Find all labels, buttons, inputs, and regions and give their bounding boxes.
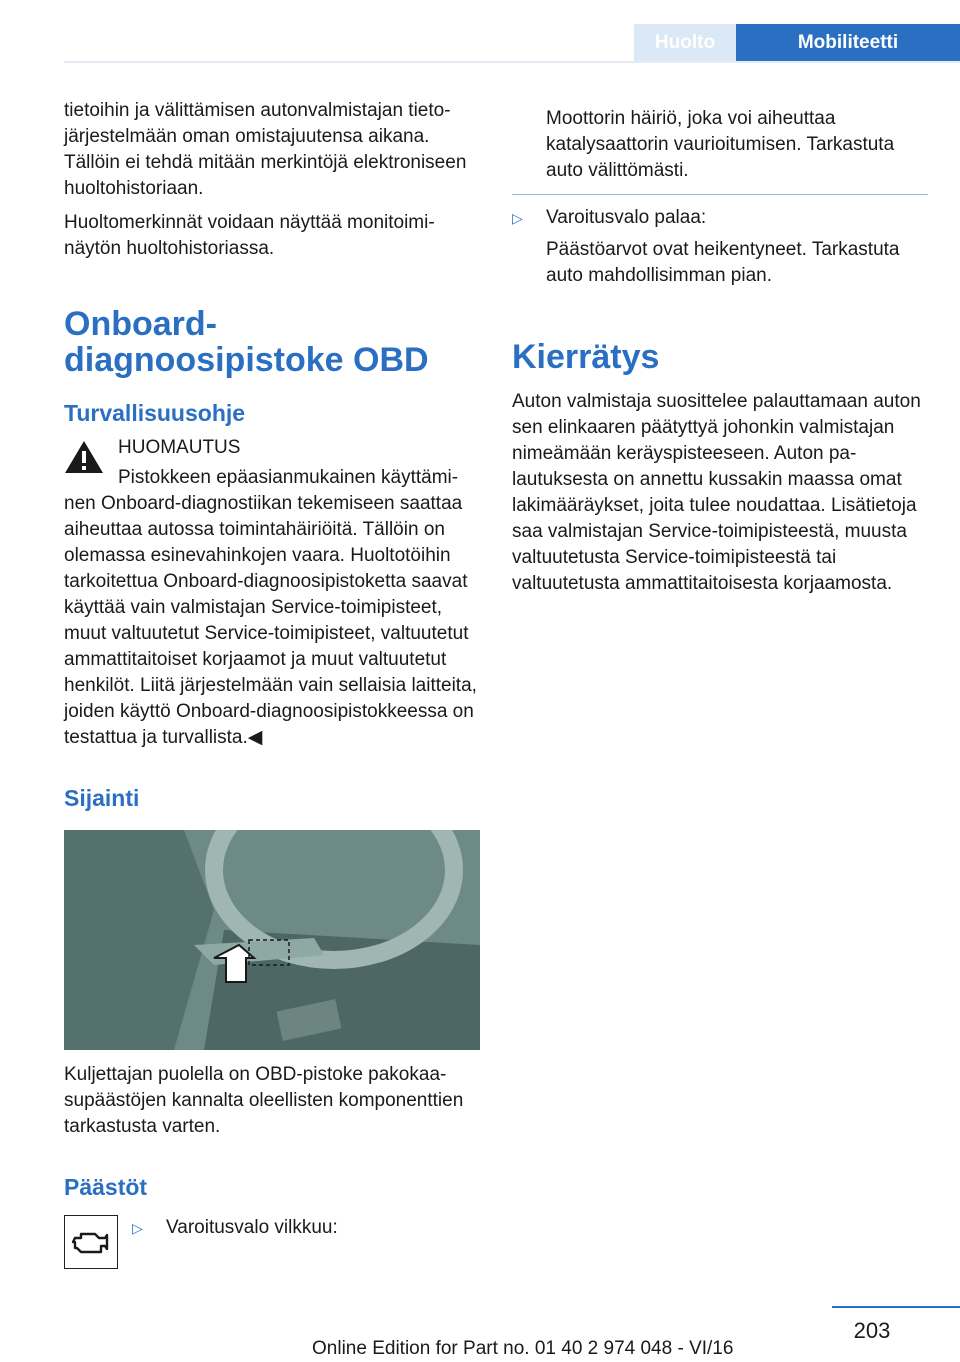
warning-text: Pistokkeen epäasianmukainen käyttäminen Onboard-diagnostiikan tekemiseen saattaa aiheuttaa autossa toimintahäiriöitä. Tällöin on olemassa esinevahinkojen vaara. Huoltotöihin tarkoitettua Onboard-diagnoosipistoketta saavat käyttää vain valmistajan Service-toimipisteet, muut valtuutetut Service-toimipisteet, valtuutetut ammattitaitoiset korjaamot ja muut valtuutetut henkilöt. Liitä järjestelmään vain sellaisia laitteita, joiden käyttö Onboard-diagnoosipistokkeessa on testattua ja turvallista.◀ [64,467,477,748]
bullet-divider [512,194,928,195]
obd-photo-illustration [64,830,480,1050]
subheading-emissions: Päästöt [64,1174,148,1200]
tab-huolto[interactable]: Huolto [634,24,736,62]
header-rule [64,61,960,63]
header-tabs [634,24,960,62]
footer-rule [832,1306,960,1308]
warning-block [64,435,480,751]
obd-location-photo [64,830,480,1050]
online-edition-note: Online Edition for Part no. 01 40 2 974 048 - VI/16 [312,1338,734,1359]
subheading-location: Sijainti [64,785,140,811]
right-column [512,106,928,605]
bullet-2-detail: Päästöarvot ovat heikentyneet. Tarkastuta auto mahdollisimman pian. [546,239,900,286]
engine-warning-icon [64,1215,118,1269]
intro-paragraph-2: Huoltomerkinnät voidaan näyttää monitoiminäytön huoltohistoriassa. [64,212,435,259]
bullet-1-continuation: Moottorin häiriö, joka voi aiheuttaa katalysaattorin vaurioitumisen. Tarkastuta auto välittömästi. [546,108,895,181]
warning-label: HUOMAUTUS [118,437,241,458]
tab-mobiliteetti[interactable]: Mobiliteetti [736,24,960,62]
intro-paragraph-1: tietoihin ja välittämisen autonvalmistajan tietojärjestelmään oman omistajuutensa aikana. Tällöin ei tehdä mitään merkintöjä elektroniseen huoltohistoriaan. [64,100,467,199]
emission-bullet-2 [512,205,928,231]
section-title-recycling: Kierrätys [512,338,660,376]
bullet-triangle-icon: ▷ [132,1220,143,1236]
emissions-row [64,1215,480,1275]
page-number: 203 [853,1318,891,1343]
bullet-1-text: Varoitusvalo vilkkuu: [166,1217,338,1238]
location-text: Kuljettajan puolella on OBD-pistoke pakokaasupäästöjen kannalta oleellisten komponenttien tarkastusta varten. [64,1064,464,1137]
recycling-text: Auton valmistaja suosittelee palauttamaan auton sen elinkaaren päätyttyä johonkin valmistajan nimeämään keräyspisteeseen. Auton palautuksesta on annettu kussakin maassa omat lakimääräykset, joita tulee noudattaa. Lisätietoja saa valmistajan Service-toimipisteestä, muusta valtuutetusta Service-toimipisteestä tai valtuutetusta ammattitaitoisesta korjaamosta. [512,391,921,594]
subheading-safety: Turvallisuusohje [64,400,246,426]
bullet-triangle-icon: ▷ [512,210,523,226]
emission-bullet-1 [64,1215,480,1241]
warning-triangle-icon [64,439,104,475]
left-column [64,98,480,1275]
section-title-obd: Onboard-diagnoosipistoke OBD [64,305,429,379]
bullet-2-text: Varoitusvalo palaa: [546,207,707,228]
